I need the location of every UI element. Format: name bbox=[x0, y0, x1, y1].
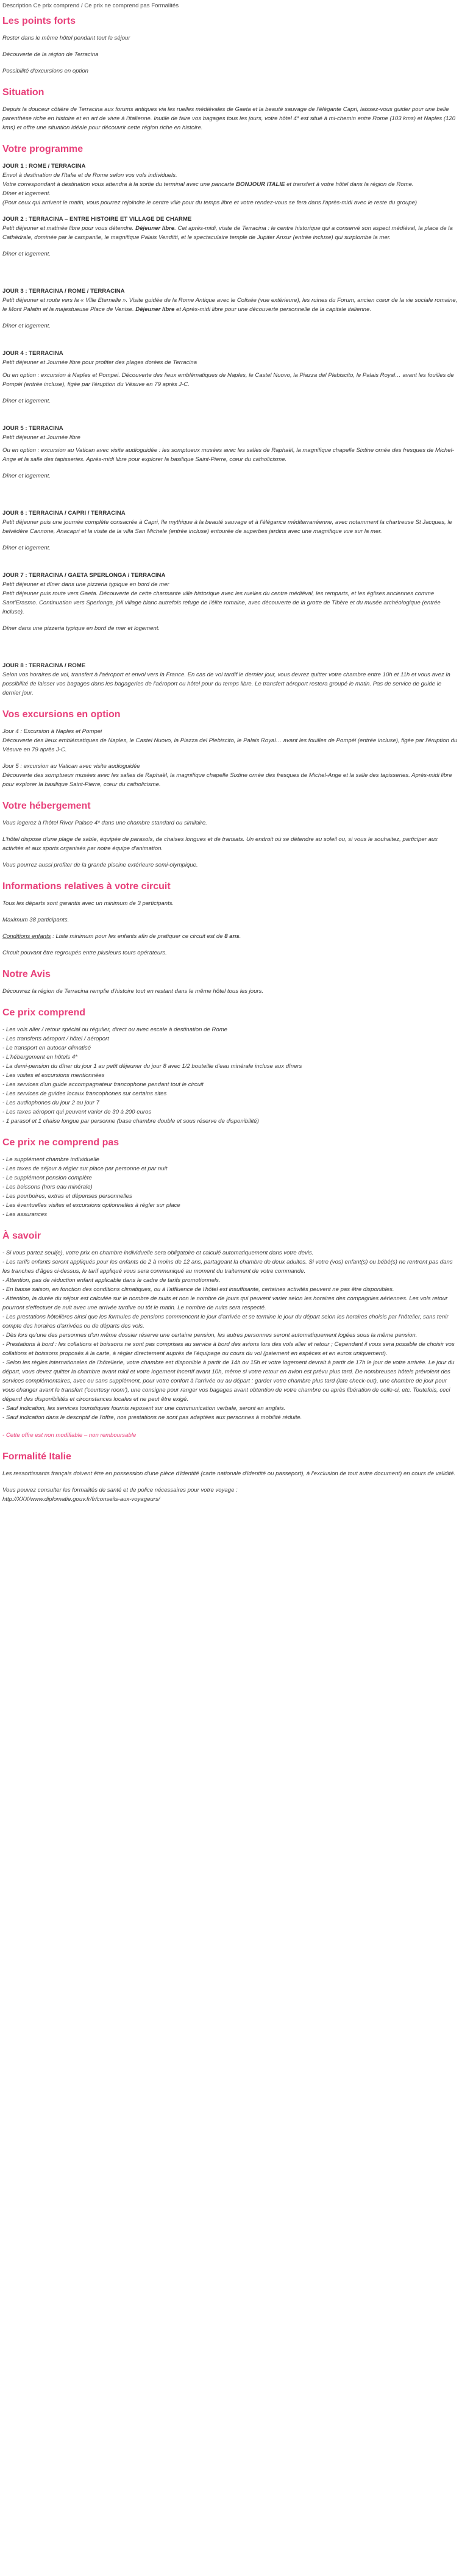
list-item: - En basse saison, en fonction des conditions climatiques, ou à l'affluence de l'hôtel est insuffisante, certaines activités peuvent ne pas être disponibles. bbox=[2, 1286, 394, 1293]
day-option: Ou en option : excursion au Vatican avec visite audioguidée : les somptueux musées avec les salles de Raphaël, la magnifique chapelle Sixtine ornée des fresques de Michel-Ange et la salle des tapisseries. Après-midi libre pour explorer la basilique Saint-Pierre, cœur du catholicisme. bbox=[2, 447, 454, 463]
list-item: - Selon les règles internationales de l'hôtellerie, votre chambre est disponible à partir de 14h ou 15h et votre logement devrait à partir de 17h le jour de votre arrivée. Le jour du départ, vous devez quitter la chambre avant midi et votre logement incertif avant 10h, même si votre retour en avion est prévu plus tard. De nombreuses hôtels prévoient des services complémentaires, avec ou sans supplément, pour votre confort à l'arrivée ou au départ : garder votre chambre plus tard (late check-out), une chambre de jour pour vous changer avant le transfert ('courtesy room'), une consigne pour ranger vos bagages avant obtention de votre chambre ou après libération de celle-ci, etc. Toutefois, ceci dépend des disponibilités et circonstances locales et ne peut être exigé. bbox=[2, 1359, 455, 1403]
day-end: Dîner dans une pizzeria typique en bord de mer et logement. bbox=[2, 625, 160, 632]
list-item: - Dès lors qu'une des personnes d'un même dossier réserve une certaine pension, les autres personnes seront automatiquement logées sous la même pension. bbox=[2, 1332, 418, 1339]
day-title: JOUR 6 : TERRACINA / CAPRI / TERRACINA bbox=[2, 510, 126, 517]
day-6 bbox=[2, 509, 460, 553]
list-item: - Sauf indication dans le descriptif de l'offre, nos prestations ne sont pas adaptées aux personnes à mobilité réduite. bbox=[2, 1414, 302, 1421]
list-item: - 1 parasol et 1 chaise longue par personne (base chambre double et sous réserve de disponibilité) bbox=[2, 1118, 259, 1125]
day-text: Petit déjeuner puis une journée complète consacrée à Capri, île mythique à la beauté sauvage et à l'élégance méditerranéenne, avec notamment la chartreuse St Jacques, le belvédère Cannone, Anacapri et la visite de la villa San Michele (entrée incluse) entourée de superbes jardins avec une magnifique vue sur la mer. bbox=[2, 519, 452, 535]
day-3 bbox=[2, 287, 460, 331]
ne-comprend-list bbox=[2, 1155, 460, 1219]
list-item: - Les services de guides locaux francophones sur certains sites bbox=[2, 1090, 167, 1097]
day-title: JOUR 4 : TERRACINA bbox=[2, 350, 63, 357]
comprend-list bbox=[2, 1025, 460, 1126]
day-end: Dîner et logement. bbox=[2, 473, 51, 479]
hebergement-text: L'hôtel dispose d'une plage de sable, équipée de parasols, de chaises longues et de transats. Un endroit où se détendre au soleil ou, si vous le souhaitez, participer aux activités et aux sports organisés par notre équipe d'animation. bbox=[2, 836, 438, 852]
avis-title: Notre Avis bbox=[2, 969, 51, 979]
list-item: - Les boissons (hors eau minérale) bbox=[2, 1184, 93, 1190]
day-option: Ou en option : excursion à Naples et Pompei. Découverte des lieux emblématiques de Naples, le Castel Nuovo, la Piazza del Plebiscito, le Palais Royal… avant les fouilles de Pompéi (entrée incluse), figée par l'éruption du Vésuve en 79 après J-C. bbox=[2, 372, 454, 388]
day-end: Dîner et logement. bbox=[2, 545, 51, 551]
formalite-title: Formalité Italie bbox=[2, 1451, 71, 1462]
hebergement-text: Vous logerez à l'hôtel River Palace 4* dans une chambre standard ou similaire. bbox=[2, 820, 207, 826]
day-end: Dîner et logement. bbox=[2, 251, 51, 257]
list-item: - Les transferts aéroport / hôtel / aéroport bbox=[2, 1036, 109, 1042]
list-item: - Les pourboires, extras et dépenses personnelles bbox=[2, 1193, 132, 1200]
info-grouped: Circuit pouvant être regroupés entre plusieurs tours opérateurs. bbox=[2, 950, 167, 956]
excursion-block: Jour 5 : excursion au Vatican avec visite audioguidée Découverte des somptueux musées avec les salles de Raphaël, la magnifique chapelle Sixtine ornée des fresques de Michel-Ange et la salle des tapisseries. Après-midi libre pour explorer la basilique Saint-Pierre, cœur du catholicisme. bbox=[2, 763, 452, 788]
avis-text: Découvrez la région de Terracina remplie d'histoire tout en restant dans le même hôtel tous les jours. bbox=[2, 988, 264, 995]
list-item: - Les services d'un guide accompagnateur francophone pendant tout le circuit bbox=[2, 1081, 204, 1088]
programme-title: Votre programme bbox=[2, 144, 84, 154]
day-title: JOUR 7 : TERRACINA / GAETA SPERLONGA / TERRACINA bbox=[2, 572, 166, 579]
day-8 bbox=[2, 661, 460, 698]
info-min-participants: Tous les départs sont garantis avec un minimum de 3 participants. bbox=[2, 900, 174, 907]
day-title: JOUR 5 : TERRACINA bbox=[2, 425, 63, 432]
info-max-participants: Maximum 38 participants. bbox=[2, 917, 69, 923]
day-title: JOUR 1 : ROME / TERRACINA bbox=[2, 163, 86, 170]
list-item: - Le supplément chambre individuelle bbox=[2, 1156, 99, 1163]
list-item: - Les taxes de séjour à régler sur place par personne et par nuit bbox=[2, 1165, 168, 1172]
situation-text: Depuis la douceur côtière de Terracina aux forums antiques via les ruelles médiévales de Gaeta et la beauté sauvage de l'élégante Capri, laissez-vous guider pour une belle parenthèse riche en histoire et en art de vivre à l'italienne. Inutile de faire vos bagages tous les jours, votre hôtel 4* est situé à mi-chemin entre Rome (103 kms) et Naples (120 kms) et offre une situation idéale pour découvrir cette région riche en histoire. bbox=[2, 106, 456, 131]
situation-title: Situation bbox=[2, 87, 44, 98]
list-item: - Attention, pas de réduction enfant applicable dans le cadre de tarifs promotionnels. bbox=[2, 1277, 221, 1284]
formalite-text: Vous pouvez consulter les formalités de santé et de police nécessaires pour votre voyage : http://XXX/www.diplomatie.gouv.fr/fr/conseils-aux-voyageurs/ bbox=[2, 1487, 238, 1503]
description-tabs: Description Ce prix comprend / Ce prix ne comprend pas Formalités bbox=[2, 2, 179, 9]
list-item: - Les visites et excursions mentionnées bbox=[2, 1072, 105, 1079]
list-item: - Sauf indication, les services touristiques fournis reposent sur une communication verbale, seront en anglais. bbox=[2, 1405, 286, 1412]
points-forts-item: Possibilité d'excursions en option bbox=[2, 68, 89, 74]
list-item: - Les prestations hôtelières ainsi que les formules de pensions commencent le jour d'arrivée et se termine le jour du départ selon les horaires choisis par l'hôtelier, sans tenir compte des horaires d'arrivées ou de départs des vols. bbox=[2, 1314, 449, 1329]
ne-comprend-title: Ce prix ne comprend pas bbox=[2, 1137, 119, 1148]
list-item: - Prestations à bord : les collations et boissons ne sont pas comprises au service à bord des avions lors des vols aller et retour ; Cependant il vous sera possible de choisir vos collations et boissons proposés à la carte, à régler directement auprès de l'équipage ou cours du vol (paiement en espèces et en euros uniquement). bbox=[2, 1341, 455, 1357]
excursion-block: Jour 4 : Excursion à Naples et Pompei Découverte des lieux emblématiques de Naples, le Castel Nuovo, la Piazza del Plebiscito, le Palais Royal… avant les fouilles de Pompéi (entrée incluse), figée par l'éruption du Vésuve en 79 après J-C. bbox=[2, 728, 458, 753]
list-item: - Les vols aller / retour spécial ou régulier, direct ou avec escale à destination de Rome bbox=[2, 1026, 228, 1033]
info-children-conditions: Conditions enfants : Liste minimum pour les enfants afin de pratiquer ce circuit est de 8 ans. bbox=[2, 933, 241, 940]
day-2 bbox=[2, 215, 460, 259]
hebergement-text: Vous pourrez aussi profiter de la grande piscine extérieure semi-olympique. bbox=[2, 862, 198, 868]
savoir-title: À savoir bbox=[2, 1231, 41, 1241]
list-item: - Le transport en autocar climatisé bbox=[2, 1045, 91, 1051]
day-5 bbox=[2, 424, 460, 481]
day-text: Selon vos horaires de vol, transfert à l'aéroport et envol vers la France. En cas de vol tardif le dernier jour, vous devrez quitter votre chambre entre 10h et 11h et vous avez la possibilité de laisser vos bagages dans les bagageries de l'aéroport ou hôtel pour du temps libre. Le transfert aéroport restera groupé le matin. Pas de service de guide le dernier jour. bbox=[2, 671, 450, 696]
list-item: - La demi-pension du dîner du jour 1 au petit déjeuner du jour 8 avec 1/2 bouteille d'eau minérale incluse aux dîners bbox=[2, 1063, 302, 1070]
list-item: - Les taxes aéroport qui peuvent varier de 30 à 200 euros bbox=[2, 1109, 152, 1115]
day-1 bbox=[2, 162, 460, 207]
day-text: Envol à destination de l'Italie et de Rome selon vos vols individuels. Votre correspondant à destination vous attendra à la sortie du terminal avec une pancarte BONJOUR ITALIE et transfert à votre hôtel dans la région de Rome. Dîner et logement. (Pour ceux qui arrivent le matin, vous pourrez rejoindre le centre ville pour du temps libre et votre rendez-vous se fera dans l'après-midi avec le reste du groupe) bbox=[2, 172, 418, 206]
comprend-title: Ce prix comprend bbox=[2, 1007, 86, 1018]
day-text: Petit déjeuner et Journée libre pour profiter des plages dorées de Terracina bbox=[2, 359, 197, 366]
day-text: Petit déjeuner et Journée libre bbox=[2, 434, 80, 441]
points-forts-title: Les points forts bbox=[2, 16, 76, 26]
day-7 bbox=[2, 571, 460, 633]
day-title: JOUR 2 : TERRACINA – ENTRE HISTOIRE ET VILLAGE DE CHARME bbox=[2, 216, 192, 223]
day-4 bbox=[2, 349, 460, 406]
excursions-title: Vos excursions en option bbox=[2, 709, 121, 720]
list-item: - Les éventuelles visites et excursions optionnelles à régler sur place bbox=[2, 1202, 180, 1209]
list-item: - L'hébergement en hôtels 4* bbox=[2, 1054, 77, 1061]
day-text: Petit déjeuner et matinée libre pour vous détendre. Déjeuner libre. Cet après-midi, visite de Terracina : le centre historique qui a conservé son aspect médiéval, la place de la Cathédrale, dominée par le campanile, le magnifique Palais Venditti, et le spectaculaire temple de Jupiter Anxur (entrée incluse) qui surplombe la mer. bbox=[2, 225, 453, 241]
hebergement-title: Votre hébergement bbox=[2, 801, 91, 811]
day-end: Dîner et logement. bbox=[2, 398, 51, 404]
points-forts-item: Rester dans le même hôtel pendant tout le séjour bbox=[2, 35, 130, 41]
non-refundable-notice: - Cette offre est non modifiable – non remboursable bbox=[2, 1432, 137, 1439]
list-item: - Attention, la durée du séjour est calculée sur le nombre de nuits et non le nombre de jours qui peuvent varier selon les horaires des compagnies aériennes. Les vols retour pourront s'effectuer de nuit avec une arrivée tardive ou tôt le matin. Le nombre de nuits sera respecté. bbox=[2, 1295, 448, 1311]
formalite-text: Les ressortissants français doivent être en possession d'une pièce d'identité (carte nationale d'identité ou passeport), à l'exclusion de tout autre document) en cours de validité. bbox=[2, 1470, 456, 1477]
list-item: - Le supplément pension complète bbox=[2, 1175, 92, 1181]
list-item: - Les tarifs enfants seront appliqués pour les enfants de 2 à moins de 12 ans, partageant la chambre de deux adultes. Si votre (vos) enfant(s) ou bébé(s) ne rentrent pas dans les tranches d'âges ci-dessus, le tarif appliqué vous sera communiqué au moment du traitement de votre commande. bbox=[2, 1259, 453, 1275]
day-title: JOUR 8 : TERRACINA / ROME bbox=[2, 662, 86, 669]
list-item: - Si vous partez seul(e), votre prix en chambre individuelle sera obligatoire et calculé automatiquement dans votre devis. bbox=[2, 1250, 314, 1256]
list-item: - Les assurances bbox=[2, 1211, 48, 1218]
day-text: Petit déjeuner et dîner dans une pizzeria typique en bord de mer Petit déjeuner puis route vers Gaeta. Découverte de cette charmante ville historique avec les ruelles du centre médiéval, les remparts, et les églises anciennes comme Sant'Erasmo. Continuation vers Sperlonga, joli village blanc autrefois refuge de l'élite romaine, avec découverte de la grotte de Tibère et du musée archéologique (entrée incluse). bbox=[2, 581, 441, 615]
formalite-link[interactable]: http://XXX/www.diplomatie.gouv.fr/fr/conseils-aux-voyageurs/ bbox=[2, 1496, 160, 1503]
list-item: - Les audiophones du jour 2 au jour 7 bbox=[2, 1100, 99, 1106]
points-forts-item: Découverte de la région de Terracina bbox=[2, 51, 99, 58]
day-title: JOUR 3 : TERRACINA / ROME / TERRACINA bbox=[2, 288, 125, 295]
day-text: Petit déjeuner et route vers la « Ville Eternelle ». Visite guidée de la Rome Antique avec le Colisée (vue extérieure), les ruines du Forum, ancien cœur de la vie sociale romaine, le Mont Palatin et la majestueuse Place de Venise. Déjeuner libre et Après-midi libre pour une découverte personnelle de la capitale italienne. bbox=[2, 297, 458, 313]
day-end: Dîner et logement. bbox=[2, 323, 51, 329]
savoir-list bbox=[2, 1248, 460, 1422]
informations-title: Informations relatives à votre circuit bbox=[2, 881, 171, 892]
